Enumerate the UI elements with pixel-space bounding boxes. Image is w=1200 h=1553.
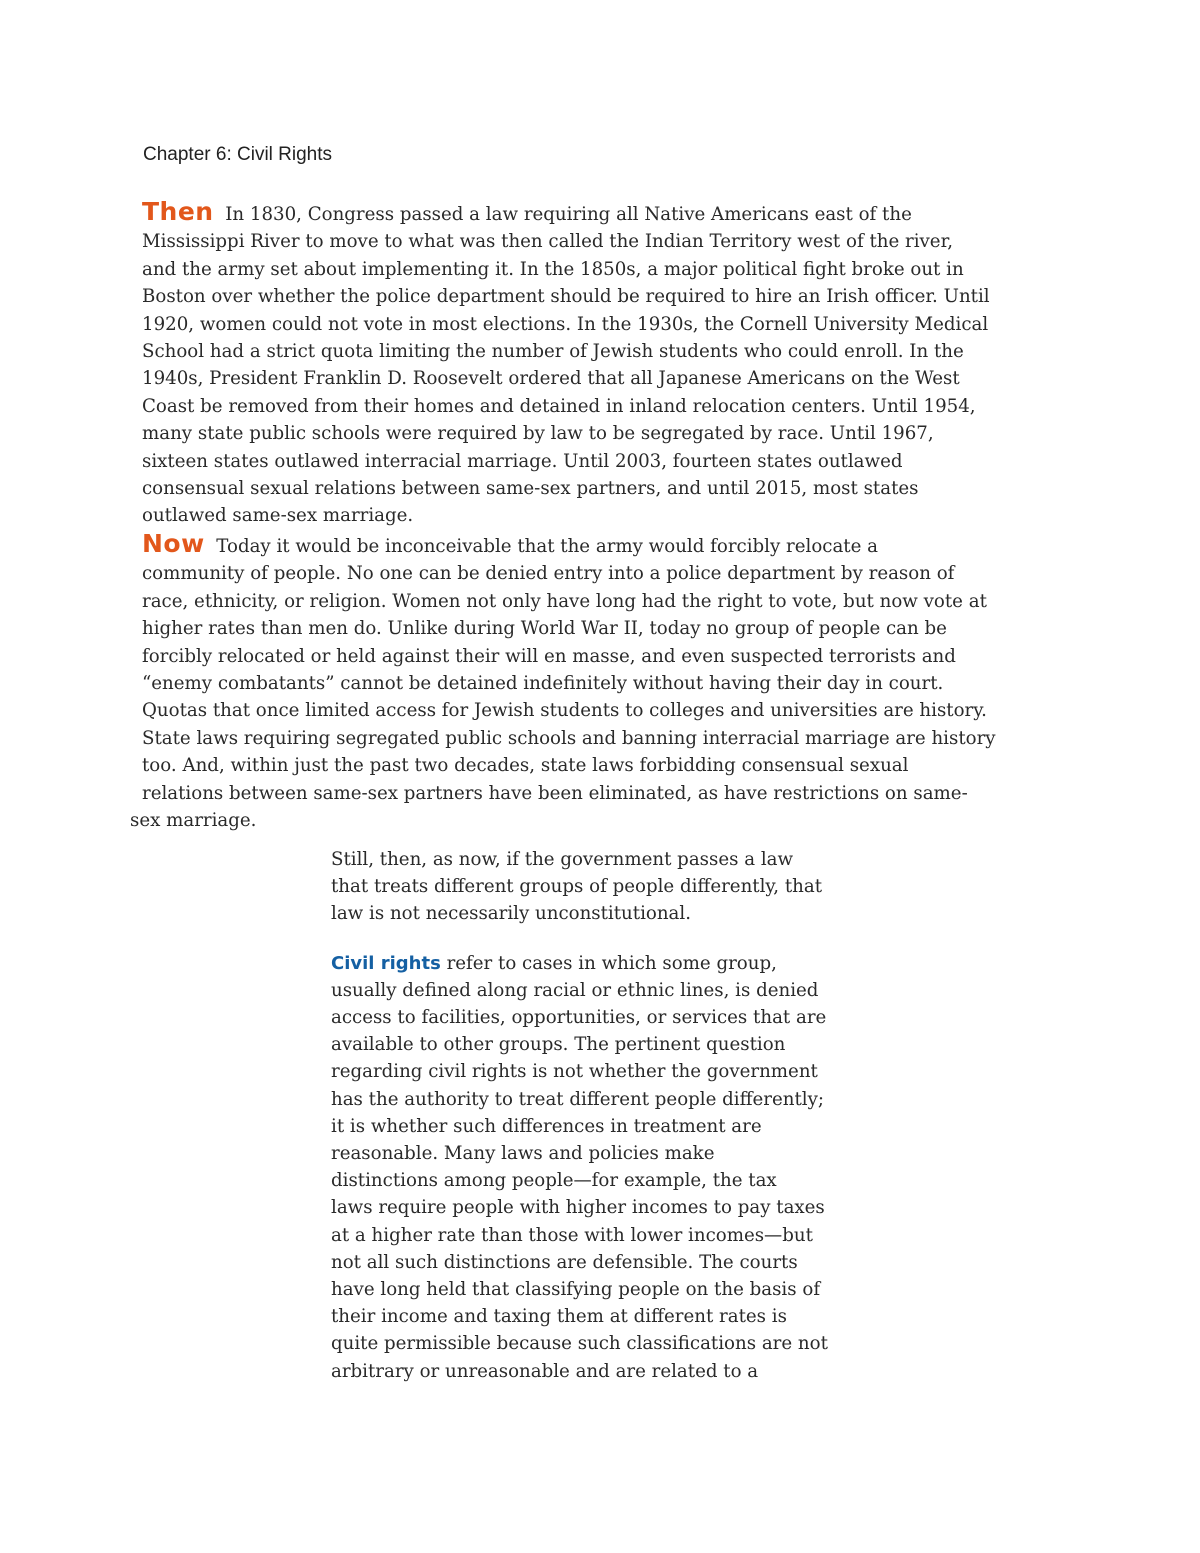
then-line: 1920, women could not vote in most elections. In the 1930s, the Cornell University Medical [142, 313, 989, 335]
civil-rights-line: has the authority to treat different people differently; [331, 1088, 824, 1110]
now-line: race, ethnicity, or religion. Women not only have long had the right to vote, but now vote at [142, 590, 987, 612]
civil-rights-line: access to facilities, opportunities, or services that are [331, 1007, 827, 1029]
civil-rights-line: reasonable. Many laws and policies make [331, 1143, 715, 1165]
then-line: 1940s, President Franklin D. Roosevelt ordered that all Japanese Americans on the West [142, 368, 960, 390]
civil-rights-line: usually defined along racial or ethnic lines, is denied [331, 979, 819, 1001]
now-line: Quotas that once limited access for Jewish students to colleges and universities are history. [142, 700, 987, 722]
then-line: School had a strict quota limiting the number of Jewish students who could enroll. In the [142, 341, 964, 363]
then-now-section [130, 197, 1062, 834]
civil-rights-line: their income and taxing them at different rates is [331, 1306, 787, 1328]
civil-rights-line: quite permissible because such classifications are not [331, 1333, 828, 1355]
then-line: many state public schools were required by law to be segregated by race. Until 1967, [142, 423, 934, 445]
column-section [331, 846, 891, 1385]
then-first-line [142, 198, 1062, 228]
civil-rights-line: available to other groups. The pertinent question [331, 1034, 786, 1056]
now-line: higher rates than men do. Unlike during World War II, today no group of people can be [142, 618, 947, 640]
now-line: community of people. No one can be denied entry into a police department by reason of [142, 563, 955, 585]
civil-rights-line: regarding civil rights is not whether the government [331, 1061, 818, 1083]
now-tag: Now [142, 528, 205, 558]
now-line-text: Today it would be inconceivable that the army would forcibly relocate a [216, 535, 879, 557]
now-first-line [142, 530, 1062, 560]
civil-rights-term: Civil rights [331, 952, 441, 974]
then-line: consensual sexual relations between same-sex partners, and until 2015, most states [142, 478, 919, 500]
still-line: Still, then, as now, if the government passes a law [331, 849, 794, 870]
paragraph-spacer [331, 928, 891, 950]
then-line: outlawed same-sex marriage. [142, 505, 414, 527]
now-line: State laws requiring segregated public schools and banning interracial marriage are history [142, 727, 996, 749]
civil-rights-line: distinctions among people—for example, the tax [331, 1170, 777, 1192]
civil-rights-line: arbitrary or unreasonable and are related to a [331, 1360, 759, 1382]
then-line: Coast be removed from their homes and detained in inland relocation centers. Until 1954, [142, 395, 976, 417]
civil-rights-first-line-text: refer to cases in which some group, [440, 952, 777, 974]
civil-rights-line: laws require people with higher incomes to pay taxes [331, 1197, 825, 1219]
now-line: too. And, within just the past two decades, state laws forbidding consensual sexual [142, 755, 909, 777]
then-line: sixteen states outlawed interracial marriage. Until 2003, fourteen states outlawed [142, 450, 903, 472]
now-line: “enemy combatants” cannot be detained indefinitely without having their day in court. [142, 672, 944, 694]
still-line: that treats different groups of people differently, that [331, 876, 823, 898]
then-line: Mississippi River to move to what was then called the Indian Territory west of the river, [142, 231, 954, 253]
then-line: Boston over whether the police department should be required to hire an Irish officer. Until [142, 286, 990, 308]
civil-rights-line: it is whether such differences in treatment are [331, 1115, 762, 1137]
then-tag: Then [142, 197, 214, 226]
then-line-text: In 1830, Congress passed a law requiring all Native Americans east of the [225, 204, 912, 225]
civil-rights-first-line [331, 950, 891, 977]
now-line: forcibly relocated or held against their will en masse, and even suspected terrorists and [142, 645, 956, 667]
then-line: and the army set about implementing it. In the 1850s, a major political fight broke out in [142, 258, 964, 280]
chapter-title: Chapter 6: Civil Rights [143, 144, 333, 165]
now-line: relations between same-sex partners have been eliminated, as have restrictions on same- [142, 782, 968, 804]
still-line: law is not necessarily unconstitutional. [331, 903, 692, 925]
civil-rights-line: not all such distinctions are defensible. The courts [331, 1251, 798, 1273]
civil-rights-line: have long held that classifying people on the basis of [331, 1279, 821, 1301]
now-line: sex marriage. [130, 809, 257, 831]
civil-rights-line: at a higher rate than those with lower incomes—but [331, 1224, 813, 1246]
